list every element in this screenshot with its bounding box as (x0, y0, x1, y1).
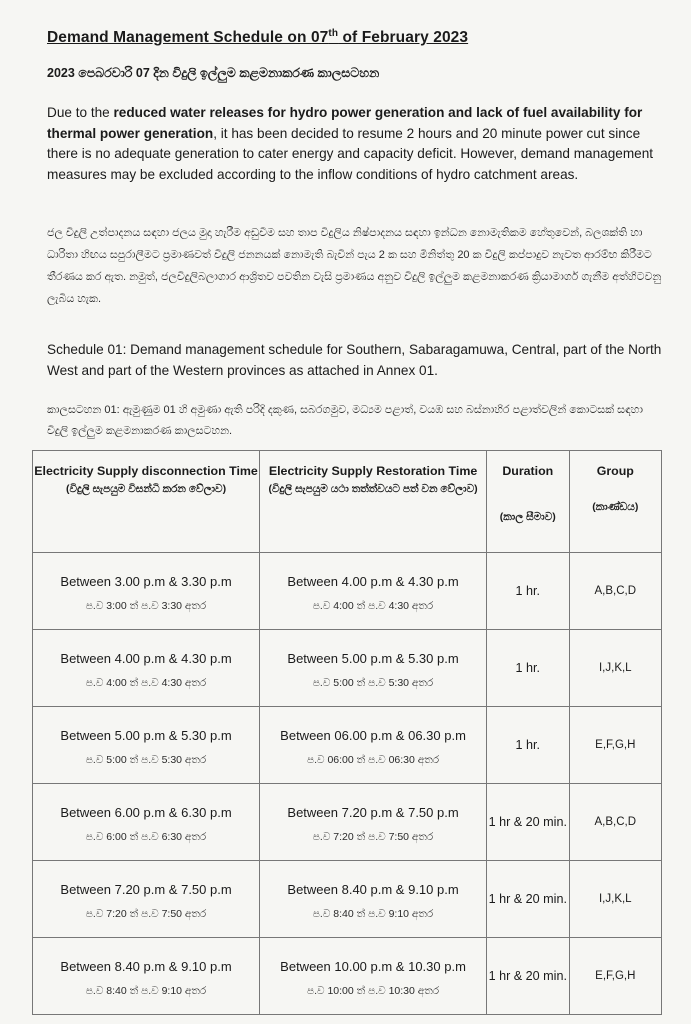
disconnection-time-en: Between 5.00 p.m & 5.30 p.m (60, 728, 232, 743)
schedule-table (32, 450, 662, 1015)
restoration-time-si: ප.ව 5:00 ත් ප.ව 5:30 අතර (312, 677, 434, 689)
group-cell (569, 630, 661, 707)
duration-cell (487, 861, 570, 938)
disconnection-time-en: Between 4.00 p.m & 4.30 p.m (60, 651, 232, 666)
disconnection-time-en: Between 3.00 p.m & 3.30 p.m (60, 574, 232, 589)
group-cell (569, 553, 661, 630)
duration-cell (487, 707, 570, 784)
restoration-time-en: Between 5.00 p.m & 5.30 p.m (287, 651, 459, 666)
restoration-cell (260, 553, 487, 630)
group-cell (569, 861, 661, 938)
group-cell (569, 784, 661, 861)
restoration-cell (260, 784, 487, 861)
restoration-cell (260, 707, 487, 784)
restoration-time-en: Between 7.20 p.m & 7.50 p.m (287, 805, 459, 820)
disconnection-time-si: ප.ව 4:00 ත් ප.ව 4:30 අතර (85, 677, 207, 689)
duration-value: 1 hr. (515, 661, 541, 675)
restoration-cell (260, 938, 487, 1015)
duration-value: 1 hr & 20 min. (488, 969, 567, 983)
header-restoration-time: Electricity Supply Restoration Time (විදුලි සැපයුම යථා තත්ත්වයට පත් වන වේලාව) (260, 451, 487, 553)
schedule-note-sinhala: කාලසටහන 01: ඇමුණුම 01 හි අමුණා ඇති පරිදි දකුණ, සබරගමුව, මධ්‍යම පළාත්, වයඹ සහ බස්නාහිර පළාත්වලින් කොටසක් සඳහා විදුලි ඉල්ලුම කළමනාකරණ කාලසටහන. (47, 404, 643, 437)
table-row (33, 938, 662, 1015)
restoration-time-en: Between 06.00 p.m & 06.30 p.m (280, 728, 466, 743)
table-row (33, 784, 662, 861)
group-value: I,J,K,L (598, 662, 632, 674)
duration-value: 1 hr & 20 min. (488, 892, 567, 906)
disconnection-time-en: Between 7.20 p.m & 7.50 p.m (60, 882, 232, 897)
table-header-row (33, 451, 662, 553)
table-row (33, 630, 662, 707)
duration-cell (487, 784, 570, 861)
header-duration: Duration (කාල සීමාව) (487, 451, 570, 553)
restoration-cell (260, 630, 487, 707)
restoration-time-en: Between 10.00 p.m & 10.30 p.m (280, 959, 466, 974)
restoration-time-si: ප.ව 8:40 ත් ප.ව 9:10 අතර (312, 908, 434, 920)
disconnection-cell (33, 861, 260, 938)
header-group: Group (කාණ්ඩය) (569, 451, 661, 553)
intro-paragraph-sinhala: ජල විදුලි උත්පාදනය සඳහා ජලය මුදා හැරීම අඩුවීම සහ තාප විදුලිය නිෂ්පාදනය සඳහා ඉන්ධන නොමැතිකම හේතුවෙන්, බලශක්ති හා ධාරිතා හිඟය සපුරාලීමට ප්‍රමාණවත් විදුලි ජනනයක් නොමැති බැවින් පැය 2 ක සහ මිනිත්තු 20 ක විදුලි කප්පාදුව නැවත ආරම්භ කිරීමට තීරණය කර ඇත. නමුත්, ජලවිදුලිබලාගාර ආශ්‍රිතව පවතින වැසි ප්‍රමාණය අනුව විදුලි ඉල්ලුම කළමනාකරණ ක්‍රියාමාර්ග ගැනීම අත්හිටවනු ලැබිය හැක. (47, 227, 662, 305)
duration-value: 1 hr. (515, 584, 541, 598)
disconnection-time-si: ප.ව 7:20 ත් ප.ව 7:50 අතර (85, 908, 207, 920)
group-cell (569, 938, 661, 1015)
group-value: A,B,C,D (594, 585, 637, 597)
disconnection-time-si: ප.ව 3:00 ත් ප.ව 3:30 අතර (85, 600, 207, 612)
group-value: E,F,G,H (595, 739, 636, 751)
duration-value: 1 hr. (515, 738, 541, 752)
restoration-time-si: ප.ව 7:20 ත් ප.ව 7:50 අතර (312, 831, 434, 843)
disconnection-cell (33, 553, 260, 630)
page-title: Demand Management Schedule on 07th of February 2023 (47, 28, 469, 47)
restoration-cell (260, 861, 487, 938)
duration-cell (487, 630, 570, 707)
restoration-time-en: Between 4.00 p.m & 4.30 p.m (287, 574, 459, 589)
header-disconnection-time: Electricity Supply disconnection Time (විදුලි සැපයුම විසන්ධි කරන වේලාව) (33, 451, 260, 553)
disconnection-cell (33, 707, 260, 784)
intro-paragraph: Due to the reduced water releases for hydro power generation and lack of fuel availability for thermal power generation, it has been decided to resume 2 hours and 20 minute power cut since there is no adequate generation to cater energy and capacity deficit. However, demand management measures may be excluded according to the inflow conditions of hydro catchment areas. (47, 105, 654, 182)
group-value: A,B,C,D (594, 816, 637, 828)
group-cell (569, 707, 661, 784)
disconnection-time-si: ප.ව 5:00 ත් ප.ව 5:30 අතර (85, 754, 207, 766)
table-row (33, 553, 662, 630)
table-row (33, 707, 662, 784)
disconnection-time-si: ප.ව 8:40 ත් ප.ව 9:10 අතර (85, 985, 207, 997)
group-value: E,F,G,H (595, 970, 636, 982)
duration-value: 1 hr & 20 min. (488, 815, 567, 829)
restoration-time-si: ප.ව 4:00 ත් ප.ව 4:30 අතර (312, 600, 434, 612)
disconnection-cell (33, 784, 260, 861)
restoration-time-si: ප.ව 10:00 ත් ප.ව 10:30 අතර (306, 985, 440, 997)
disconnection-time-en: Between 6.00 p.m & 6.30 p.m (60, 805, 232, 820)
table-row (33, 861, 662, 938)
disconnection-time-en: Between 8.40 p.m & 9.10 p.m (60, 959, 232, 974)
group-value: I,J,K,L (598, 893, 632, 905)
restoration-time-si: ප.ව 06:00 ත් ප.ව 06:30 අතර (306, 754, 440, 766)
schedule-note: Schedule 01: Demand management schedule for Southern, Sabaragamuwa, Central, part of the North West and part of the Western provinces as attached in Annex 01. (47, 342, 662, 378)
disconnection-time-si: ප.ව 6:00 ත් ප.ව 6:30 අතර (85, 831, 207, 843)
restoration-time-en: Between 8.40 p.m & 9.10 p.m (287, 882, 459, 897)
sinhala-title: 2023 පෙබරවාරි 07 දින විදුලි ඉල්ලුම කළමනාකරණ කාලසටහන (47, 66, 380, 80)
disconnection-cell (33, 938, 260, 1015)
duration-cell (487, 938, 570, 1015)
duration-cell (487, 553, 570, 630)
disconnection-cell (33, 630, 260, 707)
